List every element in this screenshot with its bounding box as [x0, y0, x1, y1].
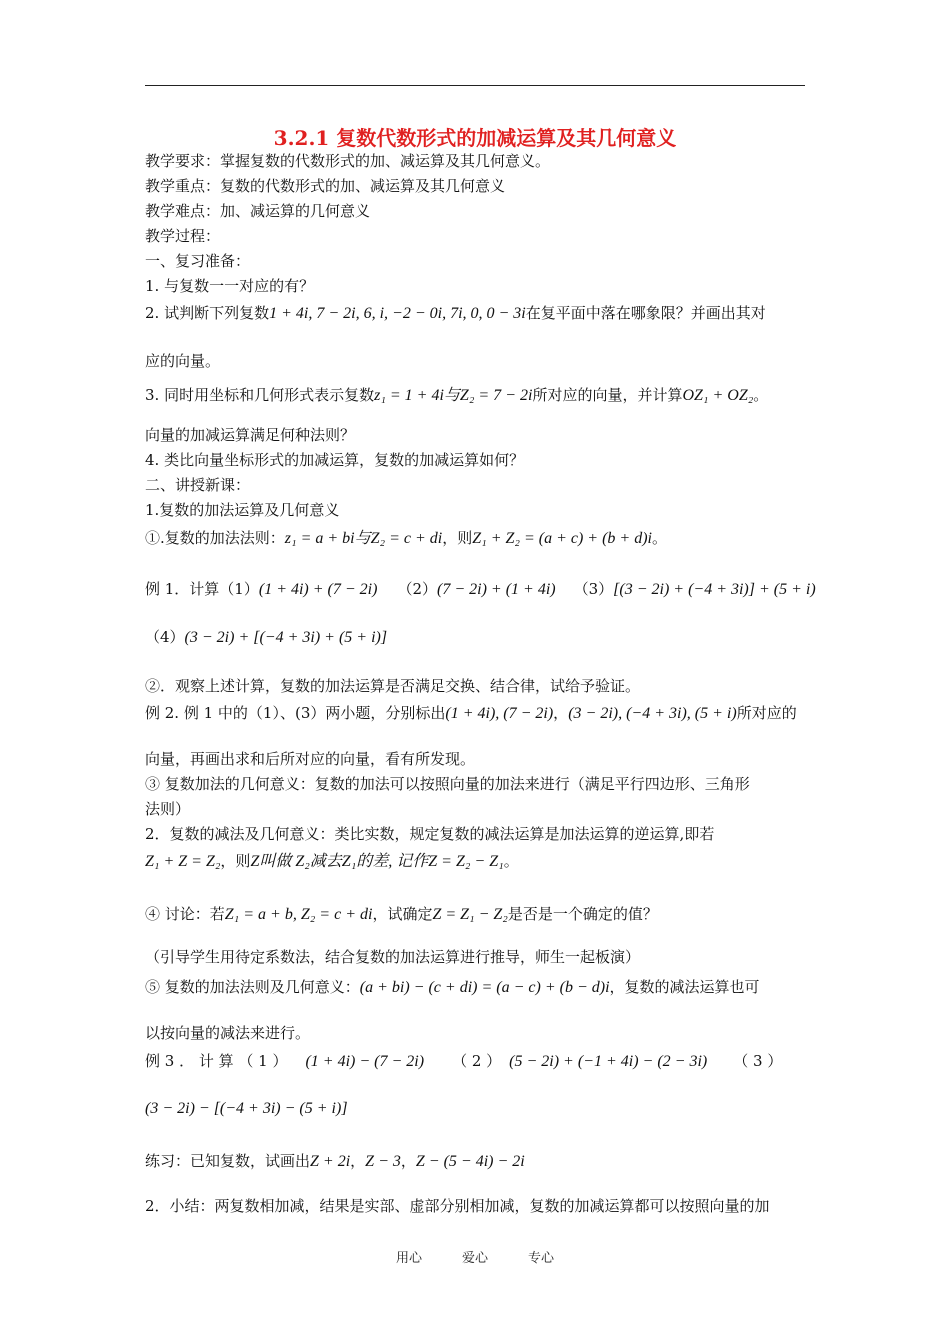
page-title: 3.2.1 复数代数形式的加减运算及其几何意义 — [273, 126, 677, 150]
ex1-l2: （2） — [397, 580, 437, 598]
sr-pre: ⑤ 复数的加法法则及几何意义： — [145, 978, 360, 996]
practice — [145, 1150, 525, 1173]
example-3-part3 — [145, 1097, 348, 1120]
ex3-m1: (1 + 4i) − (7 − 2i) — [305, 1053, 425, 1070]
observation: ②．观察上述计算，复数的加法运算是否满足交换、结合律，试给予验证。 — [145, 677, 641, 695]
q2-cont: 应的向量。 — [145, 352, 221, 370]
sr-post: ，复数的减法运算也可 — [609, 978, 760, 996]
ex3-l3: （ 3 ） — [733, 1052, 783, 1070]
ex1-m1: (1 + 4i) + (7 − 2i) — [258, 581, 378, 598]
footer-text: 爱心 — [461, 1251, 488, 1266]
add-math1: z₁ = a + bi与Z₂ = c + di — [284, 530, 443, 547]
add-pre: ①.复数的加法法则： — [145, 529, 285, 547]
sr-cont: 以按向量的减法来进行。 — [145, 1024, 311, 1042]
pr-m1: Z + 2i — [310, 1153, 351, 1170]
example-1 — [145, 578, 816, 601]
pr-m2: Z − 3 — [365, 1153, 401, 1170]
example-3 — [145, 1050, 782, 1073]
text-line: 教学要求：掌握复数的代数形式的加、减运算及其几何意义。 — [145, 152, 551, 170]
ex1-pre: 例 1．计算（1） — [145, 580, 259, 598]
sub-mid: ，则 — [220, 852, 251, 870]
disc-pre: ④ 讨论：若 — [145, 905, 225, 923]
ex1-m2: (7 − 2i) + (1 + 4i) — [437, 581, 556, 598]
subtraction-def: 2．复数的减法及几何意义：类比实数，规定复数的减法运算是加法运算的逆运算,即若 — [145, 825, 715, 843]
q3-math1: z₁ = 1 + 4i与Z₂ = 7 − 2i — [374, 387, 533, 404]
example-1-part4 — [145, 626, 387, 649]
sub-end: 。 — [503, 852, 519, 870]
disc-m1: Z₁ = a + b, Z₂ = c + di — [224, 906, 373, 923]
text-line: 一、复习准备： — [145, 252, 251, 270]
ex3-pre: 例 3 ． 计 算 （ 1 ） — [145, 1052, 288, 1070]
ex2-m2: (3 − 2i), (−4 + 3i), (5 + i) — [568, 705, 737, 722]
ex1-m4: (3 − 2i) + [(−4 + 3i) + (5 + i)] — [184, 629, 388, 646]
pr-m3: Z − (5 − 4i) − 2i — [415, 1153, 525, 1170]
q2-post: 在复平面中落在哪象限？并画出其对 — [525, 304, 766, 322]
pr-s1: ， — [350, 1152, 366, 1170]
text-line: 教学过程： — [145, 227, 221, 245]
text-line: 二、讲授新课： — [145, 476, 251, 494]
pr-pre: 练习：已知复数，试画出 — [145, 1152, 311, 1170]
disc-m2: Z = Z₁ − Z₂ — [432, 906, 508, 923]
page-footer — [0, 1247, 950, 1266]
ex2-cont: 向量，再画出求和后所对应的向量，看有所发现。 — [145, 750, 476, 768]
ex3-m3: (3 − 2i) − [(−4 + 3i) − (5 + i)] — [145, 1100, 348, 1117]
summary: 2．小结：两复数相加减，结果是实部、虚部分别相加减，复数的加减运算都可以按照向量的加 — [145, 1197, 770, 1215]
geo-add-line: ③ 复数加法的几何意义：复数的加法可以按照向量的加法来进行（满足平行四边形、三角形 — [145, 775, 750, 793]
q3-end: 。 — [753, 386, 769, 404]
text-line: 1. 与复数一一对应的有？ — [145, 277, 315, 295]
geo-add-line: 法则） — [145, 800, 191, 818]
ex1-l4: （4） — [145, 628, 185, 646]
text-line: 向量的加减运算满足何种法则？ — [145, 426, 356, 444]
sr-math: (a + bi) − (c + di) = (a − c) + (b − d)i — [359, 979, 610, 996]
addition-rule — [145, 527, 667, 550]
ex1-l3: （3） — [573, 580, 614, 598]
text-line: 4. 类比向量坐标形式的加减运算，复数的加减运算如何？ — [145, 451, 525, 469]
add-end: 。 — [652, 529, 668, 547]
header-rule — [145, 85, 805, 86]
text-line: 教学难点：加、减运算的几何意义 — [145, 202, 371, 220]
question-3 — [145, 384, 768, 407]
example-2 — [145, 702, 797, 725]
q3-math2: OZ₁ + OZ₂ — [682, 387, 754, 404]
sub-m2: Z叫做 Z₂减去Z₁的差, 记作Z = Z₂ − Z₁ — [250, 853, 504, 870]
ex2-m1: (1 + 4i), (7 − 2i) — [445, 705, 554, 722]
q2-pre: 2. 试判断下列复数 — [145, 304, 270, 322]
subtraction-rule — [145, 976, 760, 999]
ex2-post: 所对应的 — [736, 704, 797, 722]
q3-mid: 所对应的向量，并计算 — [532, 386, 683, 404]
subtraction-def-math — [145, 850, 519, 873]
sub-m1: Z₁ + Z = Z₂ — [145, 853, 221, 870]
pr-s2: ， — [400, 1152, 416, 1170]
disc-post: 是否是一个确定的值？ — [507, 905, 658, 923]
discussion — [145, 903, 658, 926]
add-mid: ，则 — [442, 529, 473, 547]
question-2 — [145, 302, 766, 325]
ex3-l2: （ 2 ） — [452, 1052, 502, 1070]
disc-mid: ，试确定 — [372, 905, 433, 923]
text-line: 教学重点：复数的代数形式的加、减运算及其几何意义 — [145, 177, 506, 195]
footer-text: 用心 — [395, 1251, 422, 1266]
add-math2: Z₁ + Z₂ = (a + c) + (b + d)i — [472, 530, 652, 547]
ex2-sep: ， — [553, 704, 569, 722]
q2-math: 1 + 4i, 7 − 2i, 6, i, −2 − 0i, 7i, 0, 0 − 3i — [269, 305, 526, 322]
ex2-pre: 例 2. 例 1 中的（1）、(3）两小题，分别标出 — [145, 704, 446, 722]
guide-note: （引导学生用待定系数法，结合复数的加法运算进行推导，师生一起板演） — [145, 948, 641, 966]
q3-pre: 3. 同时用坐标和几何形式表示复数 — [145, 386, 375, 404]
ex3-m2: (5 − 2i) + (−1 + 4i) − (2 − 3i) — [509, 1053, 708, 1070]
ex1-m3: [(3 − 2i) + (−4 + 3i)] + (5 + i) — [613, 581, 816, 598]
text-line: 1.复数的加法运算及几何意义 — [145, 501, 340, 519]
footer-text: 专心 — [528, 1251, 555, 1266]
